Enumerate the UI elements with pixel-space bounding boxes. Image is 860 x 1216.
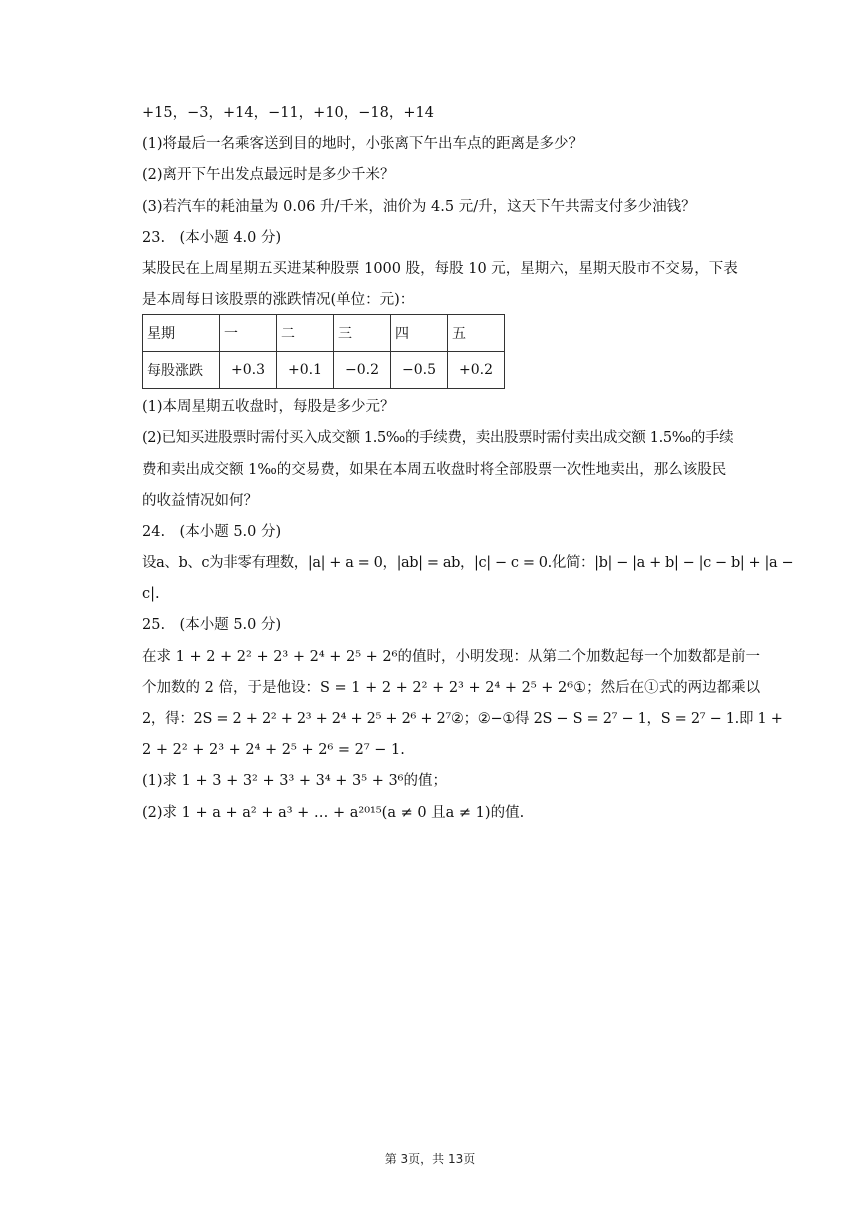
q24-heading: 24. (本小题 5.0 分) — [142, 523, 282, 540]
table-cell: −0.5 — [391, 352, 448, 389]
table-cell: 四 — [391, 315, 448, 352]
q25-line4: 2 + 2² + 2³ + 2⁴ + 2⁵ + 2⁶ = 2⁷ − 1. — [142, 742, 405, 759]
table-cell: 三 — [334, 315, 391, 352]
q24-line1: 设a、b、c为非零有理数，|a| + a = 0，|ab| = ab，|c| − c = 0.化简：|b| − |a + b| − |c − b| + |a − — [142, 555, 794, 572]
q23-sub1: (1)本周星期五收盘时，每股是多少元？ — [142, 399, 395, 416]
page-content — [142, 103, 794, 834]
table-cell: +0.1 — [277, 352, 334, 389]
q25-line2: 个加数的 2 倍，于是他设：S = 1 + 2 + 2² + 2³ + 2⁴ + 2⁵ + 2⁶①；然后在①式的两边都乘以 — [142, 679, 761, 696]
table-cell: −0.2 — [334, 352, 391, 389]
mileage-record: +15，−3，+14，−11，+10，−18，+14 — [142, 105, 434, 121]
table-header-cell: 星期 — [143, 315, 220, 352]
table-cell: +0.2 — [448, 352, 505, 389]
q22-sub3: (3)若汽车的耗油量为 0.06 升/千米，油价为 4.5 元/升，这天下午共需支付多少油钱？ — [142, 198, 696, 215]
table-header-cell: 每股涨跌 — [143, 352, 220, 389]
q25-line1: 在求 1 + 2 + 2² + 2³ + 2⁴ + 2⁵ + 2⁶的值时，小明发现：从第二个加数起每一个加数都是前一 — [142, 648, 760, 665]
q23-sub2-line1: (2)已知买进股票时需付买入成交额 1.5‰的手续费，卖出股票时需付卖出成交额 1.5‰的手续 — [142, 430, 734, 447]
q22-sub2: (2)离开下午出发点最远时是多少千米？ — [142, 167, 395, 184]
q25-line3: 2，得：2S = 2 + 2² + 2³ + 2⁴ + 2⁵ + 2⁶ + 2⁷②；②−①得 2S − S = 2⁷ − 1，S = 2⁷ − 1.即 1 + — [142, 711, 783, 727]
table-cell: 一 — [220, 315, 277, 352]
q25-heading: 25. (本小题 5.0 分) — [142, 617, 282, 634]
table-row — [143, 315, 505, 352]
table-row — [143, 352, 505, 389]
table-cell: +0.3 — [220, 352, 277, 389]
q24-line2: c|. — [142, 586, 160, 603]
table-cell: 二 — [277, 315, 334, 352]
page-footer: 第 3页，共 13页 — [384, 1152, 476, 1166]
stock-change-table — [142, 314, 505, 389]
q22-sub1: (1)将最后一名乘客送到目的地时，小张离下午出车点的距离是多少？ — [142, 136, 584, 153]
q25-sub2: (2)求 1 + a + a² + a³ + … + a²⁰¹⁵(a ≠ 0 且a ≠ 1)的值. — [142, 804, 525, 821]
q23-stem-line2: 是本周每日该股票的涨跌情况(单位：元)： — [142, 292, 415, 309]
q23-sub2-line3: 的收益情况如何？ — [142, 492, 258, 509]
q25-sub1: (1)求 1 + 3 + 3² + 3³ + 3⁴ + 3⁵ + 3⁶的值； — [142, 773, 447, 790]
q23-stem-line1: 某股民在上周星期五买进某种股票 1000 股，每股 10 元，星期六，星期天股市不交易，下表 — [142, 260, 738, 277]
q23-sub2-line2: 费和卖出成交额 1‰的交易费，如果在本周五收盘时将全部股票一次性地卖出，那么该股民 — [142, 461, 727, 478]
q23-heading: 23. (本小题 4.0 分) — [142, 229, 282, 246]
table-cell: 五 — [448, 315, 505, 352]
